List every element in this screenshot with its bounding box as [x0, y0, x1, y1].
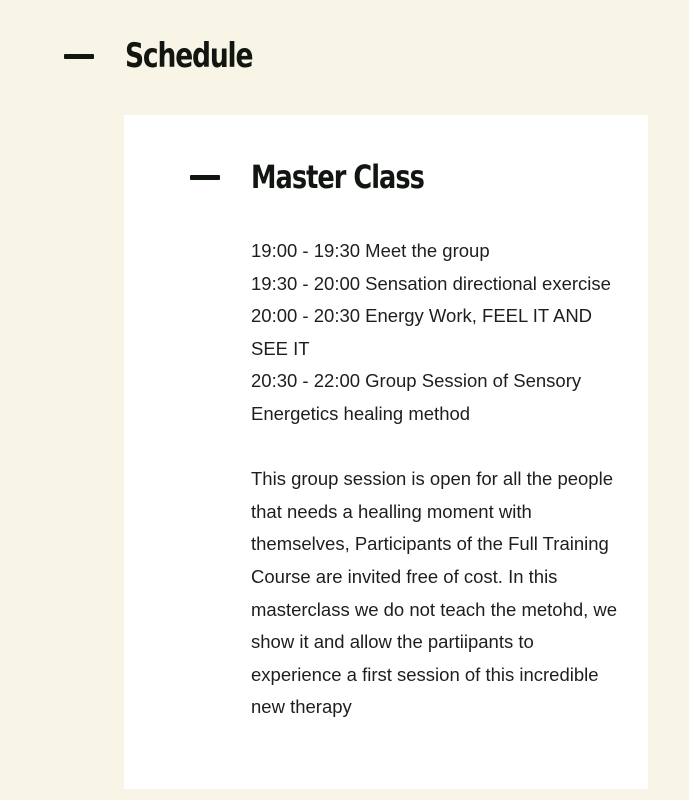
- minus-icon: [190, 175, 220, 180]
- schedule-item: 20:30 - 22:00 Group Session of Sensory Energetics healing method: [251, 370, 582, 424]
- section-title: Schedule: [125, 36, 253, 76]
- master-class-accordion-toggle[interactable]: [190, 153, 424, 201]
- master-class-panel: [124, 115, 648, 789]
- panel-content: [251, 235, 619, 724]
- schedule-item: 20:00 - 20:30 Energy Work, FEEL IT AND SEE IT: [251, 305, 593, 359]
- schedule-item: 19:00 - 19:30 Meet the group: [251, 240, 490, 261]
- panel-title: Master Class: [251, 158, 424, 196]
- description-text: This group session is open for all the people that needs a healling moment with themselves, Participants of the Full Training Course are invited free of cost. In this masterclass we do not teach the metohd, we show it and allow the partiipants to experience a first session of this incredible new therapy: [251, 468, 618, 718]
- schedule-item: 19:30 - 20:00 Sensation directional exercise: [251, 272, 611, 294]
- minus-icon: [64, 54, 94, 59]
- schedule-accordion-toggle[interactable]: [64, 32, 253, 80]
